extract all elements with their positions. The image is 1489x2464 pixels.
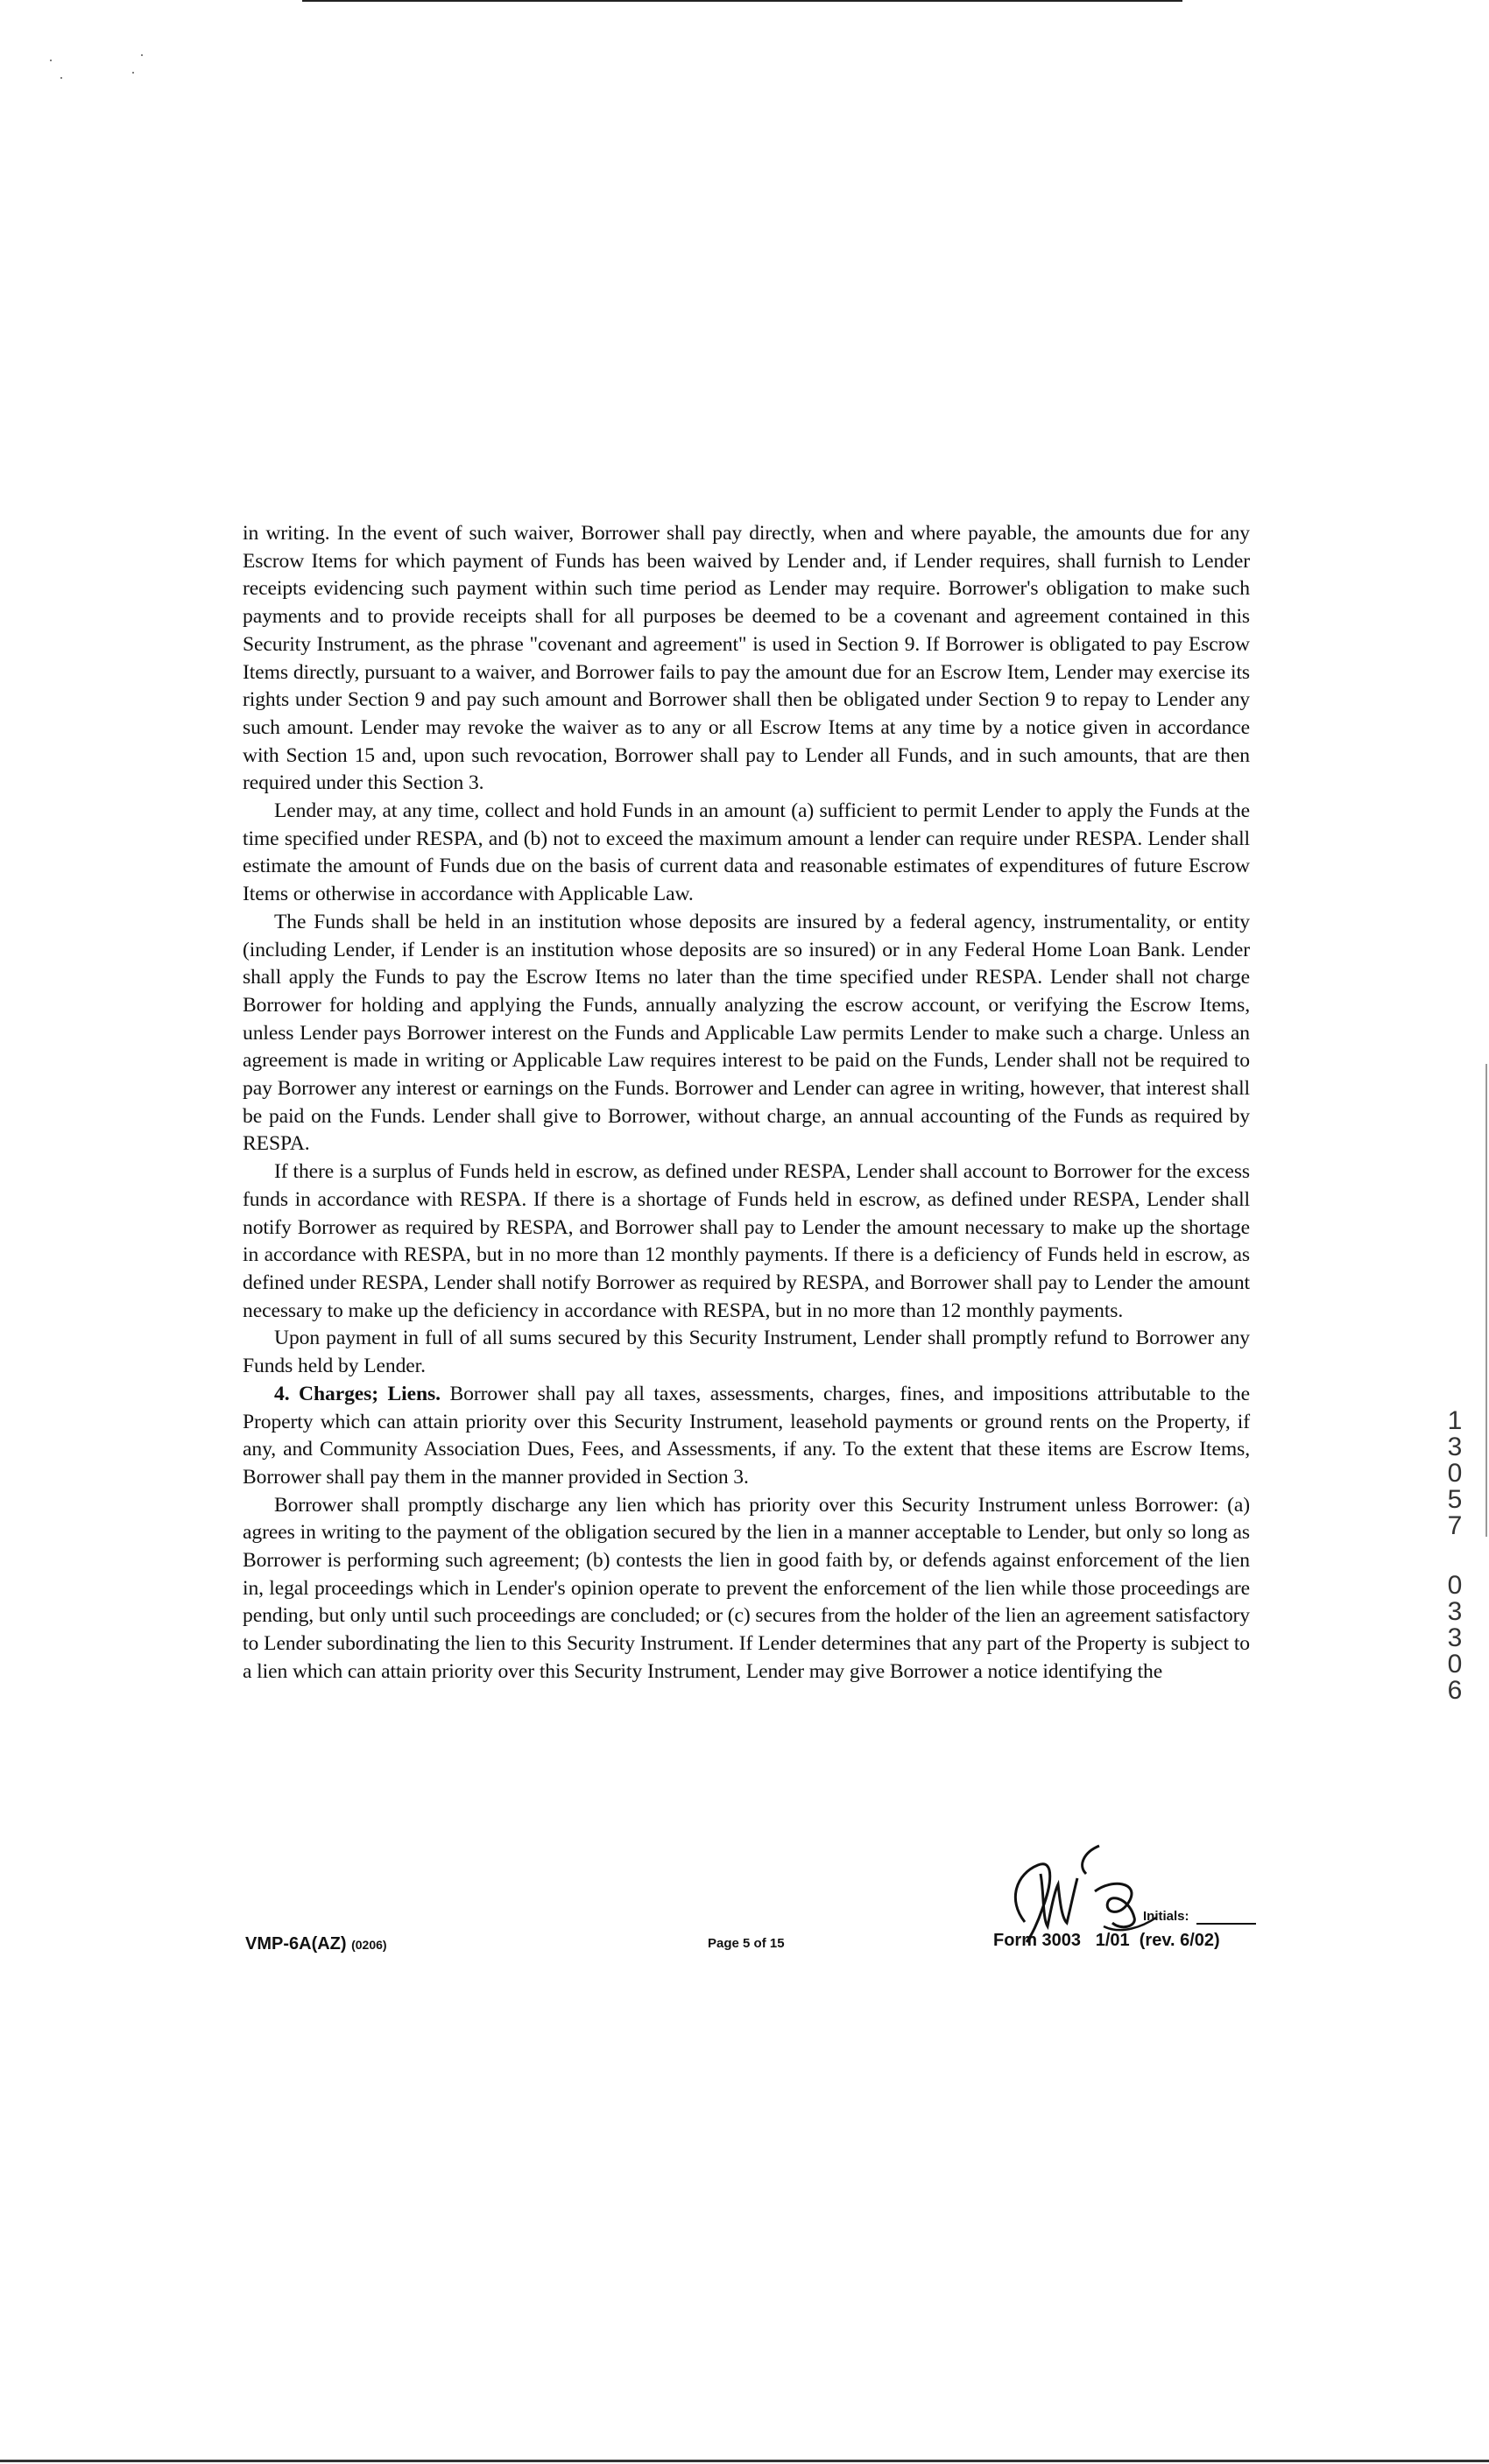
scan-right-edge <box>1485 1064 1487 1537</box>
form-number: Form 3003 1/01 (rev. 6/02) <box>993 1931 1220 1950</box>
scan-specks <box>48 53 153 88</box>
side-digit: 3 <box>1447 1623 1463 1652</box>
paragraph: If there is a surplus of Funds held in escrow, as defined under RESPA, Lender shall account to Borrower for the excess funds in accordance with RESPA. If there is a shortage of Funds held in escrow, as defined under RESPA, Lender shall notify Borrower as required by RESPA, and Borrower shall pay to Lender the amount necessary to make up the shortage in accordance with RESPA, but in no more than 12 monthly payments. If there is a deficiency of Funds held in escrow, as defined under RESPA, Lender shall notify Borrower as required by RESPA, and Borrower shall pay to Lender the amount necessary to make up the deficiency in accordance with RESPA, but in no more than 12 monthly payments. <box>243 1160 1250 1322</box>
initials-line <box>1196 1923 1256 1925</box>
side-digit: 6 <box>1447 1676 1463 1705</box>
side-digit: 0 <box>1447 1571 1463 1600</box>
paragraph: Lender may, at any time, collect and hold Funds in an amount (a) sufficient to permit Lender to apply the Funds at the time specified under RESPA, and (b) not to exceed the maximum amount a lender can require under RESPA. Lender shall estimate the amount of Funds due on the basis of current data and reasonable estimates of expenditures of future Escrow Items or otherwise in accordance with Applicable Law. <box>243 799 1250 906</box>
paragraph: Borrower shall promptly discharge any lien which has priority over this Security Instrument unless Borrower: (a) agrees in writing to the payment of the obligation secured by the lien in a manner acceptable to Lender, but only so long as Borrower is performing such agreement; (b) contests the lien in good faith by, or defends against enforcement of the lien in, legal proceedings which in Lender's opinion operate to prevent the enforcement of the lien while those proceedings are pending, but only until such proceedings are concluded; or (c) secures from the holder of the lien an agreement satisfactory to Lender subordinating the lien to this Security Instrument. If Lender determines that any part of the Property is subject to a lien which can attain priority over this Security Instrument, Lender may give Borrower a notice identifying the <box>243 1493 1250 1683</box>
initials-label: Initials: <box>1143 1909 1189 1924</box>
paragraph: in writing. In the event of such waiver, Borrower shall pay directly, when and where payable, the amounts due for any Escrow Items for which payment of Funds has been waived by Lender and, if Lender requires, shall furnish to Lender receipts evidencing such payment within such time period as Lender may require. Borrower's obligation to make such payments and to provide receipts shall for all purposes be deemed to be a covenant and agreement contained in this Security Instrument, as the phrase "covenant and agreement" is used in Section 9. If Borrower is obligated to pay Escrow Items directly, pursuant to a waiver, and Borrower fails to pay the amount due for an Escrow Item, Lender may exercise its rights under Section 9 and pay such amount and Borrower shall then be obligated under Section 9 to repay to Lender any such amount. Lender may revoke the waiver as to any or all Escrow Items at any time by a notice given in accordance with Section 15 and, upon such revocation, Borrower shall pay to Lender all Funds, and in such amounts, that are then required under this Section 3. <box>243 522 1250 795</box>
section-heading: 4. Charges; Liens. <box>274 1382 441 1405</box>
side-digit: 0 <box>1447 1459 1463 1488</box>
paragraph-section-4 <box>243 1381 1250 1492</box>
form-id <box>245 1934 387 1954</box>
section-text: Borrower shall pay all taxes, assessments, charges, fines, and impositions attributable to the Property which can attain priority over this Security Instrument, leasehold payments or ground rents on the Property, if any, and Community Association Dues, Fees, and Assessments, if any. To the extent that these items are Escrow Items, Borrower shall pay them in the manner provided in Section 3. <box>243 1382 1250 1489</box>
side-digit: 0 <box>1447 1650 1463 1679</box>
scan-bottom-edge <box>0 2460 1489 2462</box>
side-digit: 5 <box>1447 1485 1463 1514</box>
form-id-text: VMP-6A(AZ) <box>245 1934 347 1954</box>
form-rev: (0206) <box>351 1938 387 1952</box>
side-digit: 3 <box>1447 1597 1463 1626</box>
paragraph: Upon payment in full of all sums secured by this Security Instrument, Lender shall promptly refund to Borrower any Funds held by Lender. <box>243 1327 1250 1378</box>
scan-top-edge <box>302 0 1182 2</box>
paragraph: The Funds shall be held in an institution whose deposits are insured by a federal agency, instrumentality, or entity (including Lender, if Lender is an institution whose deposits are so insured) or in any Federal Home Loan Bank. Lender shall apply the Funds to pay the Escrow Items no later than the time specified under RESPA. Lender shall not charge Borrower for holding and applying the Funds, annually analyzing the escrow account, or verifying the Escrow Items, unless Lender pays Borrower interest on the Funds and Applicable Law permits Lender to make such a charge. Unless an agreement is made in writing or Applicable Law requires interest to be paid on the Funds, Lender shall not be required to pay Borrower any interest or earnings on the Funds. Borrower and Lender can agree in writing, however, that interest shall be paid on the Funds. Lender shall give to Borrower, without charge, an annual accounting of the Funds as required by RESPA. <box>243 910 1250 1156</box>
side-recording-number <box>1442 1408 1468 1704</box>
side-digit: 1 <box>1447 1406 1463 1435</box>
side-digit: 7 <box>1447 1511 1463 1540</box>
side-digit: 3 <box>1447 1433 1463 1461</box>
document-body <box>243 520 1250 1686</box>
page-number: Page 5 of 15 <box>708 1936 785 1951</box>
